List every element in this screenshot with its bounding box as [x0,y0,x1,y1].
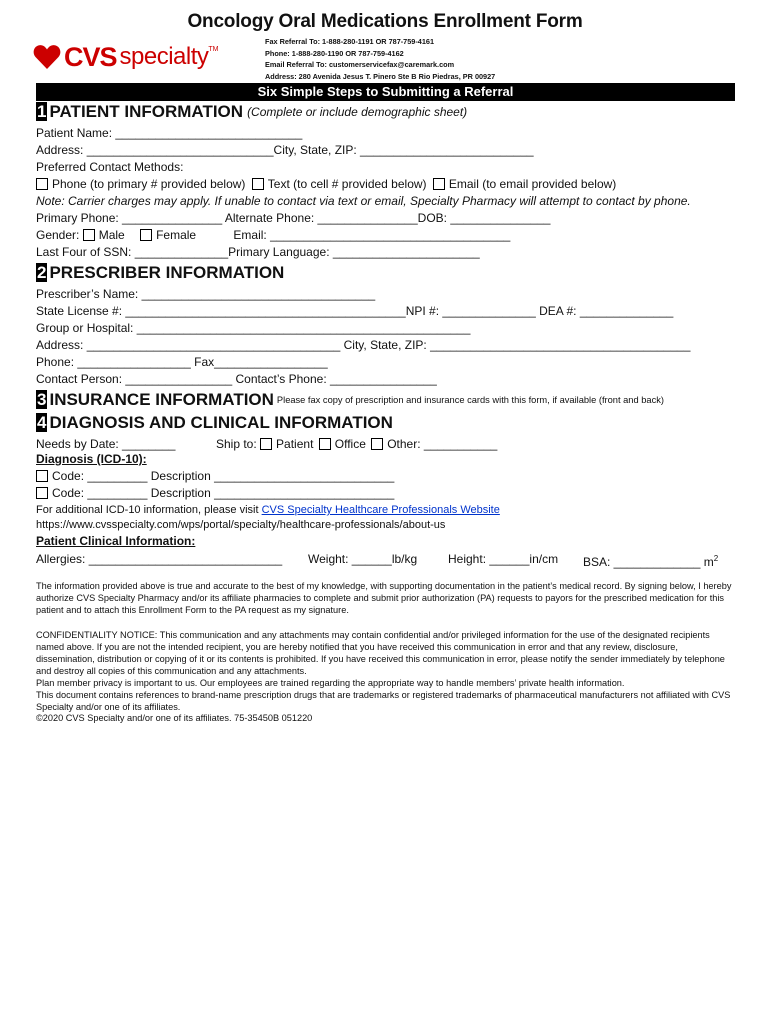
section-number: 2 [37,263,47,282]
code-1-field[interactable]: Code: _________ Description ___________________________ [52,469,395,483]
logo-cvs-text: CVS [64,41,117,72]
section-number: 4 [37,413,47,432]
gender-email-row [36,228,510,242]
copyright-notice: ©2020 CVS Specialty and/or one of its affiliates. 75-35450B 051220 [36,713,313,723]
phone-value: 1-888-280-1190 OR 787-759-4162 [291,48,404,58]
ship-patient-label: Patient [276,437,314,451]
prescriber-address-field[interactable]: Address: ______________________________________ City, State, ZIP: _______________________________________ [36,338,691,352]
clinical-info-label: Patient Clinical Information: [36,534,196,548]
steps-banner: Six Simple Steps to Submitting a Referral [36,83,735,101]
cvs-specialty-logo [33,40,219,74]
section-2-heading [36,263,284,282]
contact-options [36,177,616,191]
logo-trademark: TM [208,46,219,53]
section-title: PRESCRIBER INFORMATION [49,263,285,282]
ship-to-label: Ship to: [216,437,257,451]
logo-specialty-text: specialty [119,43,209,70]
icd-info-row [36,503,500,517]
allergies-field[interactable]: Allergies: _____________________________ [36,552,283,566]
patient-name-field[interactable]: Patient Name: ____________________________ [36,126,303,140]
code-2-checkbox[interactable] [36,487,48,499]
cvs-professionals-link[interactable]: CVS Specialty Healthcare Professionals Website [261,504,500,516]
code-row-2 [36,486,394,500]
ship-other-field[interactable]: Other: ___________ [387,437,498,451]
attestation-paragraph: The information provided above is true and accurate to the best of my knowledge, with supporting documentation in the patient’s medical record. By signing below, I hereby authorize CVS Specialty Pharmacy and/or its affiliate pharmacies to complete and submit prior authorization (PA) requests to payors for the prescribed medication for this patient and to attach this Enrollment Form to the PA request as my signature. [36,581,732,615]
male-checkbox[interactable] [83,229,95,241]
bsa-superscript: 2 [713,554,719,563]
prescriber-phone-fax-field[interactable]: Phone: _________________ Fax_________________ [36,355,328,369]
weight-field[interactable]: Weight: ______lb/kg [308,552,418,566]
trademark-notice: This document contains references to brand-name prescription drugs that are trademarks or registered trademarks of pharmaceutical manufacturers not affiliated with CVS Specialty and/or one of its affiliates. [36,690,731,712]
section-number: 3 [37,390,47,409]
section-3-heading [36,390,664,409]
ship-office-label: Office [334,437,366,451]
code-1-checkbox[interactable] [36,470,48,482]
icd-info-text: For additional ICD-10 information, please visit [36,504,259,516]
phones-dob-field[interactable]: Primary Phone: _______________ Alternate Phone: _______________DOB: _______________ [36,211,551,225]
form-title: Oncology Oral Medications Enrollment Form [187,11,583,32]
privacy-notice: Plan member privacy is important to us. Our employees are trained regarding the appropriate way to handle members’ private health information. [36,678,625,688]
prescriber-name-field[interactable]: Prescriber’s Name: ___________________________________ [36,287,376,301]
ssn-language-field[interactable]: Last Four of SSN: ______________Primary Language: ______________________ [36,245,480,259]
code-row-1 [36,469,394,483]
male-label: Male [98,228,125,242]
text-option-label: Text (to cell # provided below) [267,177,427,191]
diagnosis-label: Diagnosis (ICD-10): [36,452,147,466]
heart-icon [33,44,61,70]
patient-address-field[interactable]: Address: ____________________________City, State, ZIP: __________________________ [36,143,534,157]
address-value: 280 Avenida Jesus T. Pinero Ste B Rio Piedras, PR 00927 [298,72,496,82]
phone-label: Phone: [265,48,290,58]
carrier-note: Note: Carrier charges may apply. If unable to contact via text or email, Specialty Pharmacy will attempt to contact by phone. [36,194,691,208]
section-subtitle: (Complete or include demographic sheet) [247,104,468,119]
license-npi-dea-field[interactable]: State License #: __________________________________________NPI #: ______________ DEA #: ______________ [36,304,674,318]
section-title: PATIENT INFORMATION [49,102,244,121]
section-1-heading [36,102,467,121]
email-label: Email Referral To: [265,60,327,70]
ship-to-row [216,437,497,451]
email-option-label: Email (to email provided below) [448,177,617,191]
ship-office-checkbox[interactable] [319,438,331,450]
section-4-heading [36,413,393,432]
email-value: customerservicefax@caremark.com [328,60,455,70]
email-checkbox[interactable] [433,178,445,190]
confidentiality-notice: CONFIDENTIALITY NOTICE: This communication and any attachments may contain confidential and/or privileged information for the use of the designated recipients named above. If you are not the intended recipient, you are hereby notified that you have received this communication in error and that any review, disclosure, dissemination, distribution or copying of it or its contents is prohibited. If you have received this communication in error, please notify the sender immediately by telephone and destroy all copies of this communication and any attachments. [36,630,725,676]
needs-by-date-field[interactable]: Needs by Date: ________ [36,437,176,451]
patient-email-field[interactable]: Email: ____________________________________ [233,228,511,242]
height-field[interactable]: Height: ______in/cm [448,552,559,566]
bsa-text: BSA: _____________ m [583,555,714,569]
female-checkbox[interactable] [140,229,152,241]
ship-other-checkbox[interactable] [371,438,383,450]
ship-patient-checkbox[interactable] [260,438,272,450]
insurance-note: Please fax copy of prescription and insurance cards with this form, if available (front and back) [276,394,664,405]
gender-label: Gender: [36,228,80,242]
contact-person-field[interactable]: Contact Person: ________________ Contact’s Phone: ________________ [36,372,437,386]
fax-value: 1-888-280-1191 OR 787-759-4161 [322,37,435,46]
address-label: Address: [265,72,297,82]
section-title: INSURANCE INFORMATION [49,390,274,409]
section-number: 1 [37,102,47,121]
icd-url[interactable]: https://www.cvsspecialty.com/wps/portal/specialty/healthcare-professionals/about-us [36,519,446,531]
preferred-contact-label: Preferred Contact Methods: [36,160,184,174]
text-checkbox[interactable] [252,178,264,190]
group-hospital-field[interactable]: Group or Hospital: __________________________________________________ [36,321,471,335]
section-title: DIAGNOSIS AND CLINICAL INFORMATION [49,413,393,432]
code-2-field[interactable]: Code: _________ Description ___________________________ [52,486,395,500]
phone-option-label: Phone (to primary # provided below) [52,177,246,191]
bsa-field[interactable] [583,552,718,569]
fax-label: Fax Referral To: [265,37,321,46]
phone-checkbox[interactable] [36,178,48,190]
female-label: Female [156,228,197,242]
contact-block [265,36,495,83]
